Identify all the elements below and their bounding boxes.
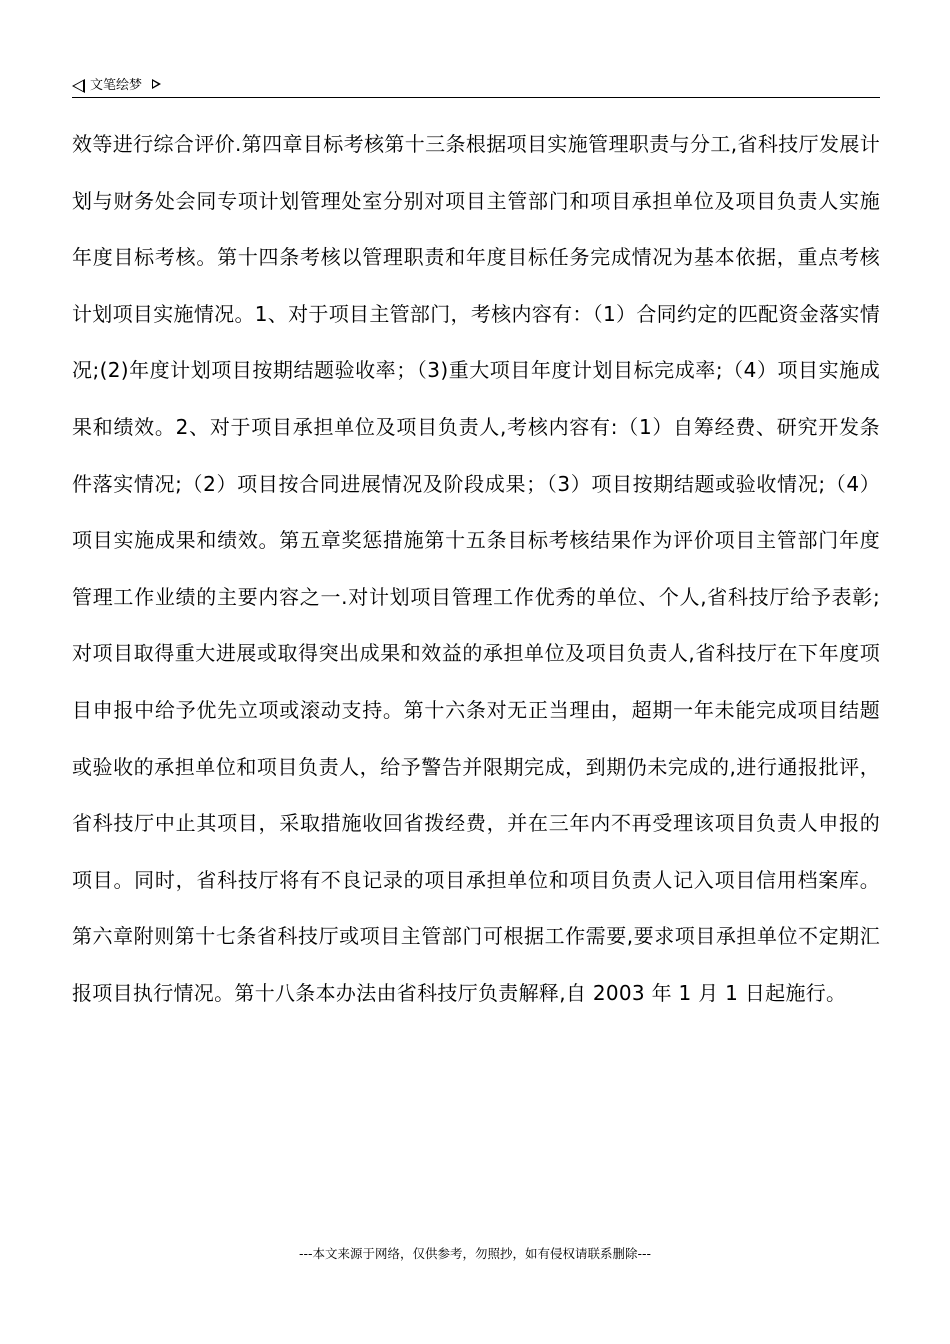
triangle-right-icon: [152, 79, 161, 89]
page-header: [72, 74, 880, 98]
header-divider: [72, 97, 880, 98]
header-title: 文笔绘梦: [90, 78, 143, 93]
footer-notice: ---本文来源于网络，仅供参考，勿照抄，如有侵权请联系删除---: [298, 1246, 652, 1261]
triangle-left-icon: [72, 79, 85, 93]
document-body: 效等进行综合评价.第四章目标考核第十三条根据项目实施管理职责与分工,省科技厅发展计划与财务处会同专项计划管理处室分别对项目主管部门和项目承担单位及项目负责人实施年度目标考核。第十四条考核以管理职责和年度目标任务完成情况为基本依据，重点考核计划项目实施情况。1、对于项目主管部门，考核内容有：（1）合同约定的匹配资金落实情况;(2)年度计划项目按期结题验收率；（3)重大项目年度计划目标完成率;（4）项目实施成果和绩效。2、对于项目承担单位及项目负责人,考核内容有:（1）自筹经费、研究开发条件落实情况;（2）项目按合同进展情况及阶段成果；（3）项目按期结题或验收情况;（4）项目实施成果和绩效。第五章奖惩措施第十五条目标考核结果作为评价项目主管部门年度管理工作业绩的主要内容之一.对计划项目管理工作优秀的单位、个人,省科技厅给予表彰;对项目取得重大进展或取得突出成果和效益的承担单位及项目负责人,省科技厅在下年度项目申报中给予优先立项或滚动支持。第十六条对无正当理由，超期一年未能完成项目结题或验收的承担单位和项目负责人，给予警告并限期完成，到期仍未完成的,进行通报批评，省科技厅中止其项目，采取措施收回省拨经费，并在三年内不再受理该项目负责人申报的项目。同时，省科技厅将有不良记录的项目承担单位和项目负责人记入项目信用档案库。第六章附则第十七条省科技厅或项目主管部门可根据工作需要,要求项目承担单位不定期汇报项目执行情况。第十八条本办法由省科技厅负责解释,自 2003 年 1 月 1 日起施行。: [72, 132, 880, 1005]
